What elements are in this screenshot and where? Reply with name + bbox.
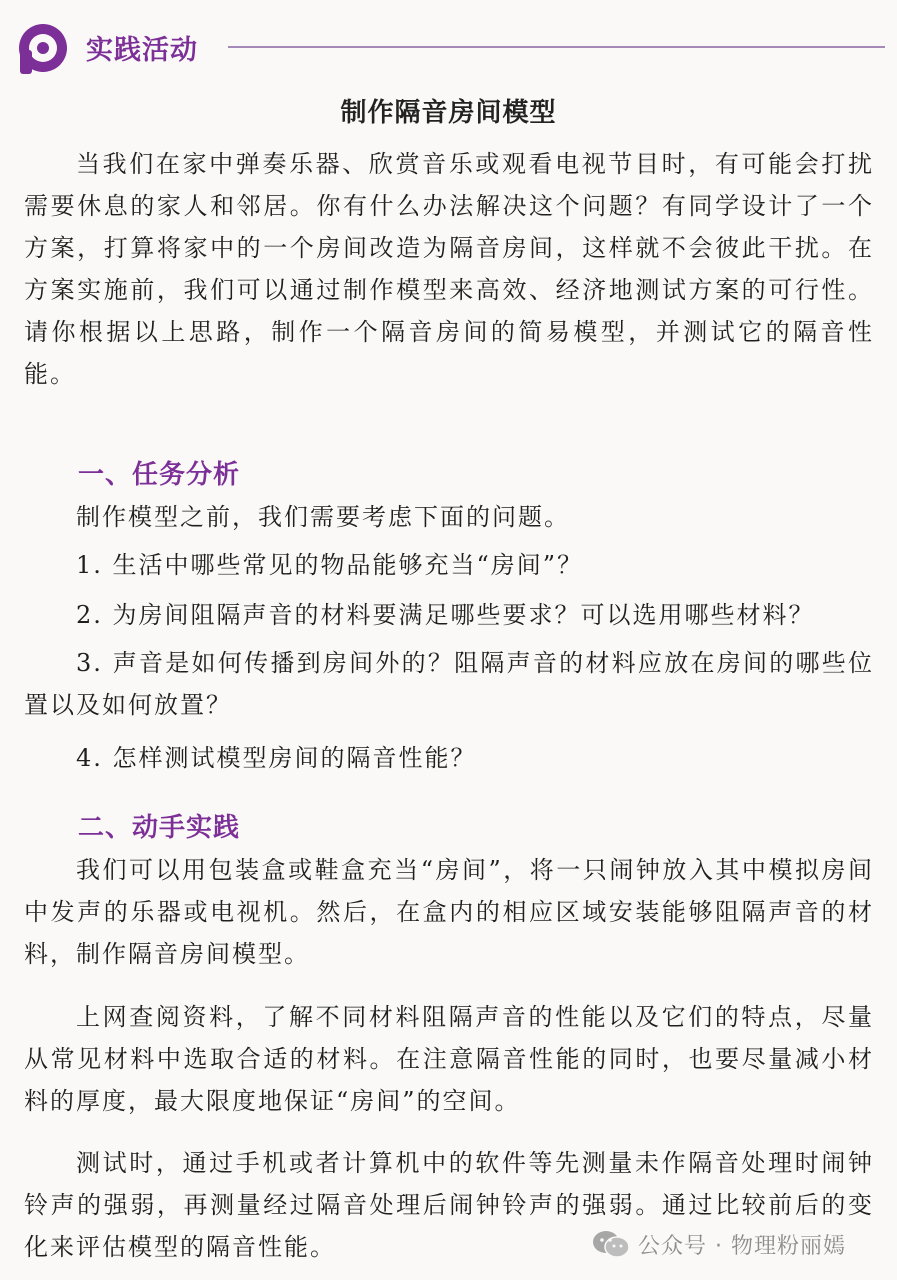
- watermark-text: 公众号 · 物理粉丽嫣: [638, 1233, 846, 1259]
- section2-heading: 二、动手实践: [78, 813, 241, 843]
- activity-logo-icon: [12, 20, 74, 76]
- wechat-icon: [592, 1229, 630, 1259]
- section1-heading: 一、任务分析: [78, 460, 241, 490]
- header-divider: [228, 46, 885, 48]
- question-item-3: 3. 声音是如何传播到房间外的？阻隔声音的材料应放在房间的哪些位置以及如何放置？: [24, 649, 874, 719]
- page-title: 制作隔音房间模型: [340, 98, 557, 128]
- watermark: [592, 1224, 882, 1264]
- question-item-1: 1. 生活中哪些常见的物品能够充当“房间”？: [76, 551, 584, 579]
- section-label: 实践活动: [86, 35, 198, 66]
- question-item-4: 4. 怎样测试模型房间的隔音性能？: [76, 744, 477, 772]
- intro-paragraph: 当我们在家中弹奏乐器、欣赏音乐或观看电视节目时，有可能会打扰需要休息的家人和邻居。你有什么办法解决这个问题？有同学设计了一个方案，打算将家中的一个房间改造为隔音房间，这样就不会彼此干扰。在方案实施前，我们可以通过制作模型来高效、经济地测试方案的可行性。请你根据以上思路，制作一个隔音房间的简易模型，并测试它的隔音性能。: [24, 150, 874, 388]
- practice-paragraph-3: 测试时，通过手机或者计算机中的软件等先测量未作隔音处理时闹钟铃声的强弱，再测量经过隔音处理后闹钟铃声的强弱。通过比较前后的变化来评估模型的隔音性能。: [24, 1149, 874, 1261]
- question-item-2: 2. 为房间阻隔声音的材料要满足哪些要求？可以选用哪些材料？: [76, 601, 815, 629]
- practice-paragraph-2: 上网查阅资料，了解不同材料阻隔声音的性能以及它们的特点，尽量从常见材料中选取合适的材料。在注意隔音性能的同时，也要尽量减小材料的厚度，最大限度地保证“房间”的空间。: [24, 1003, 874, 1115]
- section-header: [10, 18, 885, 78]
- practice-paragraph-1: 我们可以用包装盒或鞋盒充当“房间”，将一只闹钟放入其中模拟房间中发声的乐器或电视机。然后，在盒内的相应区域安装能够阻隔声音的材料，制作隔音房间模型。: [24, 856, 874, 968]
- section1-lead: 制作模型之前，我们需要考虑下面的问题。: [76, 503, 570, 531]
